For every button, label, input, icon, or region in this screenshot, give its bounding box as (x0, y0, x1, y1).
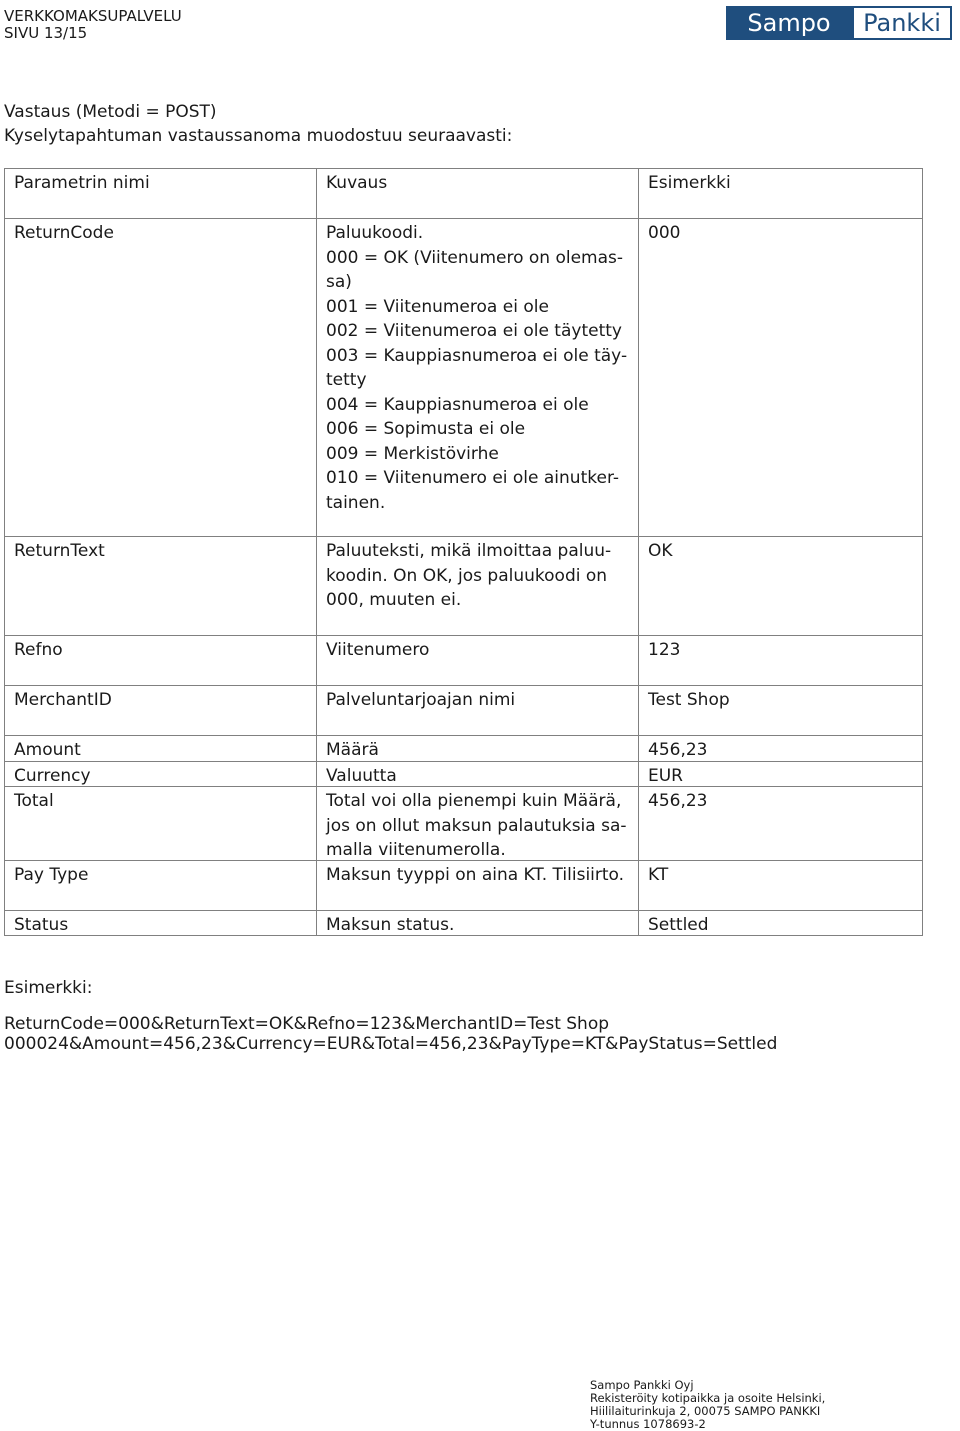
description-line: Määrä (326, 740, 379, 760)
parameter-example: 123 (648, 640, 681, 660)
description-line: Paluukoodi. (326, 223, 424, 243)
parameter-example: 456,23 (648, 791, 708, 811)
page-number: SIVU 13/15 (4, 24, 88, 42)
table-rule (4, 536, 923, 537)
parameter-description (316, 761, 638, 786)
footer-business-id: Y-tunnus 1078693-2 (590, 1417, 706, 1431)
parameter-name: Amount (14, 740, 81, 760)
column-header-description: Kuvaus (326, 173, 388, 193)
parameter-name: MerchantID (14, 690, 112, 710)
table-rule (4, 635, 923, 636)
table-column-rule (316, 168, 317, 935)
description-line: 004 = Kauppiasnumeroa ei ole (326, 394, 589, 415)
description-line: Kyselytapahtuman vastaussanoma muodostuu seuraavasti: (4, 126, 513, 146)
method-line: Vastaus (Metodi = POST) (4, 102, 217, 122)
table-rule (4, 935, 923, 936)
parameter-description (316, 685, 638, 735)
parameter-example: OK (648, 541, 673, 561)
example-line-1: ReturnCode=000&ReturnText=OK&Refno=123&MerchantID=Test Shop (4, 1014, 610, 1034)
description-line: 006 = Sopimusta ei ole (326, 419, 526, 439)
description-line: 001 = Viitenumeroa ei ole (326, 296, 549, 317)
description-line: Viitenumero (326, 640, 430, 660)
table-rule (4, 860, 923, 861)
parameter-table (4, 168, 923, 935)
parameter-name: ReturnCode (14, 223, 114, 243)
description-line: 000 = OK (Viitenumero on olemas- (326, 247, 624, 268)
description-line: koodin. On OK, jos paluukoodi on (326, 565, 608, 586)
parameter-name: Currency (14, 766, 91, 786)
description-line: 000, muuten ei. (326, 590, 462, 610)
description-line: sa) (326, 272, 352, 292)
description-line: 010 = Viitenumero ei ole ainutker- (326, 468, 619, 488)
parameter-example: 456,23 (648, 740, 708, 760)
logo-sampo: Sampo (726, 6, 852, 40)
table-rule (4, 735, 923, 736)
parameter-description (316, 735, 638, 761)
description-line: 003 = Kauppiasnumeroa ei ole täy- (326, 345, 628, 366)
description-line: Total voi olla pienempi kuin Määrä, (326, 791, 622, 811)
parameter-name: ReturnText (14, 541, 105, 561)
description-line: 009 = Merkistövirhe (326, 443, 499, 464)
table-rule (4, 786, 923, 787)
table-rule (4, 168, 923, 169)
description-line: malla viitenumerolla. (326, 840, 506, 860)
description-line: Maksun status. (326, 915, 455, 935)
description-line: Paluuteksti, mikä ilmoittaa paluu- (326, 541, 612, 561)
description-line: tainen. (326, 492, 386, 513)
table-column-rule (922, 168, 923, 935)
parameter-example: KT (648, 865, 669, 885)
description-line: jos on ollut maksun palautuksia sa- (326, 815, 627, 836)
footer-address-1: Rekisteröity kotipaikka ja osoite Helsinki, (590, 1391, 826, 1405)
parameter-description (316, 218, 638, 536)
parameter-description (316, 860, 638, 910)
document-title: VERKKOMAKSUPALVELU (4, 7, 182, 25)
footer-address-2: Hiililaiturinkuja 2, 00075 SAMPO PANKKI (590, 1404, 821, 1418)
parameter-example: Test Shop (648, 690, 730, 710)
table-rule (4, 685, 923, 686)
parameter-description (316, 910, 638, 935)
parameter-name: Pay Type (14, 865, 89, 885)
example-line-2: 000024&Amount=456,23&Currency=EUR&Total=456,23&PayType=KT&PayStatus=Settled (4, 1034, 778, 1054)
parameter-description (316, 536, 638, 635)
parameter-example: EUR (648, 766, 683, 786)
intro-text (4, 100, 512, 148)
description-line: Valuutta (326, 766, 397, 786)
table-rule (4, 910, 923, 911)
parameter-name: Refno (14, 640, 63, 660)
parameter-name: Status (14, 915, 69, 935)
table-rule (4, 761, 923, 762)
table-column-rule (638, 168, 639, 935)
table-rule (4, 218, 923, 219)
example-heading: Esimerkki: (4, 978, 93, 998)
parameter-description (316, 786, 638, 860)
logo-pankki: Pankki (852, 6, 952, 40)
table-column-rule (4, 168, 5, 935)
example-string (4, 1014, 777, 1054)
sampo-pankki-logo (726, 6, 952, 40)
description-line: Palveluntarjoajan nimi (326, 690, 516, 710)
footer-company: Sampo Pankki Oyj (590, 1378, 694, 1392)
description-line: Maksun tyyppi on aina KT. Tilisiirto. (326, 865, 625, 885)
description-line: 002 = Viitenumeroa ei ole täytetty (326, 321, 622, 341)
column-header-example: Esimerkki (648, 173, 731, 193)
parameter-example: Settled (648, 915, 709, 935)
parameter-description (316, 635, 638, 685)
company-footer (590, 1379, 825, 1431)
parameter-name: Total (14, 791, 54, 811)
column-header-name: Parametrin nimi (14, 173, 150, 193)
parameter-example: 000 (648, 223, 681, 243)
description-line: tetty (326, 370, 367, 390)
